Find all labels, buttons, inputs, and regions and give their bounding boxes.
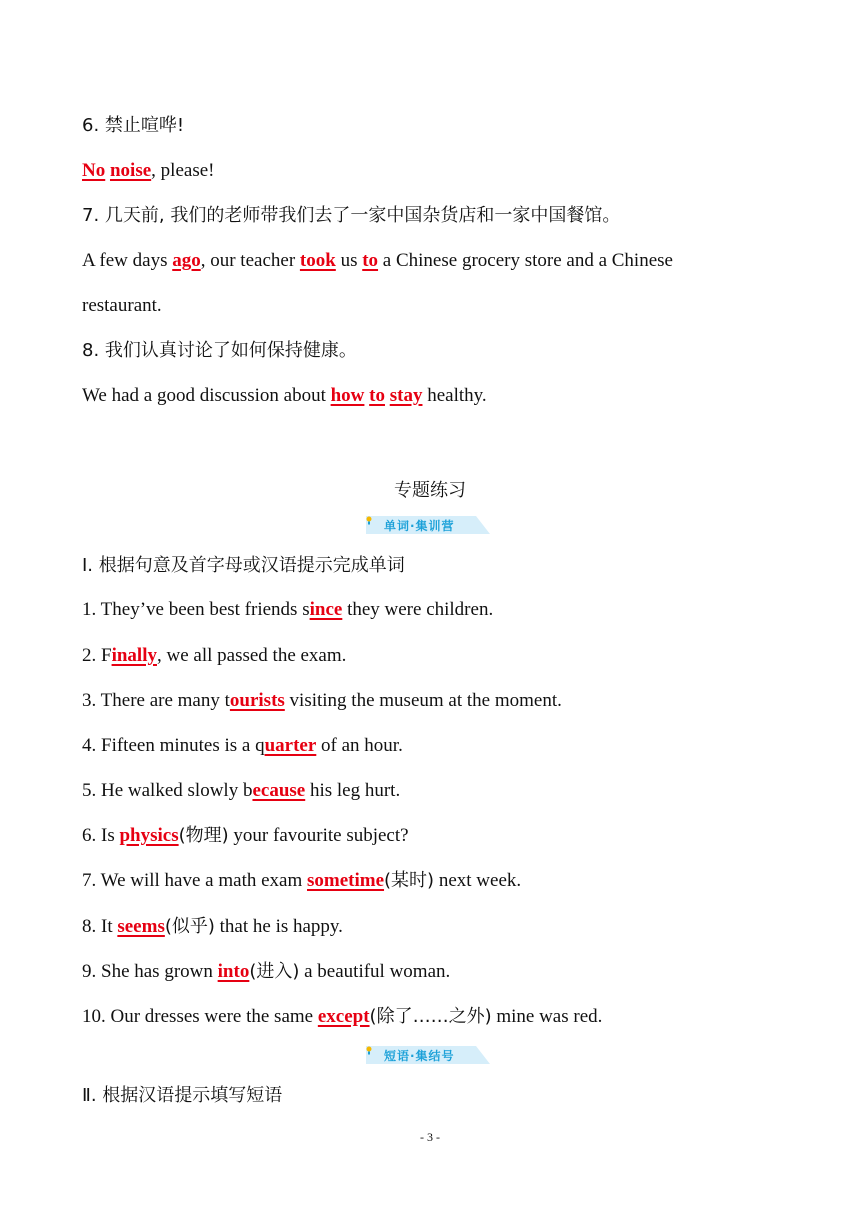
chinese-hint: (似乎) (164, 916, 215, 937)
answer-blank: how (330, 385, 365, 406)
answer-blank: into (217, 961, 250, 982)
item-text: visiting the museum at the moment. (284, 690, 562, 711)
answer-blank: except (317, 1006, 370, 1027)
question-6-answer-line (82, 159, 214, 183)
text-fragment: a Chinese grocery store and a Chinese (378, 250, 673, 271)
answer-blank: ecause (252, 780, 306, 801)
item-text: 6. Is (82, 825, 120, 846)
item-text: , we all passed the exam. (156, 645, 347, 666)
item-text: 5. He walked slowly b (82, 780, 253, 801)
question-8-chinese: 8. 我们认真讨论了如何保持健康。 (82, 340, 357, 361)
item-text: 8. It (82, 916, 118, 937)
section-banner-phrases (366, 1046, 490, 1064)
answer-blank: seems (117, 916, 165, 937)
exercise-item (82, 869, 521, 893)
chinese-hint: (某时) (384, 870, 435, 891)
answer-blank: ago (172, 250, 201, 271)
item-text: that he is happy. (214, 916, 343, 937)
answer-blank: inally (111, 645, 157, 666)
question-8-answer-line (82, 384, 487, 408)
exercise-item (82, 915, 343, 939)
item-text: 10. Our dresses were the same (82, 1006, 318, 1027)
answer-blank: to (369, 385, 385, 406)
question-7-chinese: 7. 几天前, 我们的老师带我们去了一家中国杂货店和一家中国餐馆。 (82, 205, 621, 226)
chinese-hint: (除了……之外) (369, 1006, 492, 1027)
answer-blank: took (299, 250, 336, 271)
section-banner-words (366, 516, 490, 534)
exercise-item (82, 689, 562, 713)
question-7-answer-line-cont: restaurant. (82, 295, 162, 316)
answer-blank: uarter (264, 735, 317, 756)
item-text: they were children. (342, 599, 494, 620)
item-text: 9. She has grown (82, 961, 218, 982)
item-text: of an hour. (316, 735, 403, 756)
answer-blank: ourists (229, 690, 285, 711)
answer-blank: sometime (307, 870, 385, 891)
text-fragment: , our teacher (200, 250, 300, 271)
banner-label: 单词·集训营 (384, 519, 455, 533)
item-text: 7. We will have a math exam (82, 870, 307, 891)
answer-blank: physics (119, 825, 179, 846)
exercise-item (82, 960, 450, 984)
banner-label: 短语·集结号 (384, 1049, 455, 1063)
question-6-chinese: 6. 禁止喧哗! (82, 115, 185, 136)
exercise-item (82, 644, 346, 668)
item-text: your favourite subject? (228, 825, 409, 846)
item-text: his leg hurt. (305, 780, 401, 801)
exercise-item (82, 598, 493, 622)
item-text: 2. F (82, 645, 112, 666)
text-fragment: A few days (82, 250, 173, 271)
exercise-item (82, 824, 409, 848)
text-fragment: us (335, 250, 363, 271)
item-text: 1. They’ve been best friends s (82, 599, 310, 620)
page-number: - 3 - (420, 1130, 440, 1144)
answer-blank: ince (309, 599, 343, 620)
text-fragment: , please! (151, 160, 215, 181)
bulb-icon (366, 1046, 372, 1056)
part-1-heading: Ⅰ. 根据句意及首字母或汉语提示完成单词 (82, 555, 405, 576)
answer-blank: No (82, 160, 106, 181)
exercise-item (82, 1005, 602, 1029)
chinese-hint: (进入) (249, 961, 300, 982)
item-text: mine was red. (491, 1006, 603, 1027)
answer-blank: noise (109, 160, 152, 181)
exercise-item (82, 734, 403, 758)
answer-blank: stay (389, 385, 423, 406)
section-title: 专题练习 (394, 480, 466, 501)
part-2-heading: Ⅱ. 根据汉语提示填写短语 (82, 1085, 283, 1106)
item-text: 3. There are many t (82, 690, 230, 711)
text-fragment: We had a good discussion about (82, 385, 331, 406)
item-text: next week. (434, 870, 522, 891)
answer-blank: to (362, 250, 379, 271)
bulb-icon (366, 516, 372, 526)
chinese-hint: (物理) (178, 825, 229, 846)
text-fragment: healthy. (422, 385, 487, 406)
question-7-answer-line (82, 249, 673, 273)
exercise-item (82, 779, 400, 803)
item-text: 4. Fifteen minutes is a q (82, 735, 265, 756)
item-text: a beautiful woman. (299, 961, 451, 982)
